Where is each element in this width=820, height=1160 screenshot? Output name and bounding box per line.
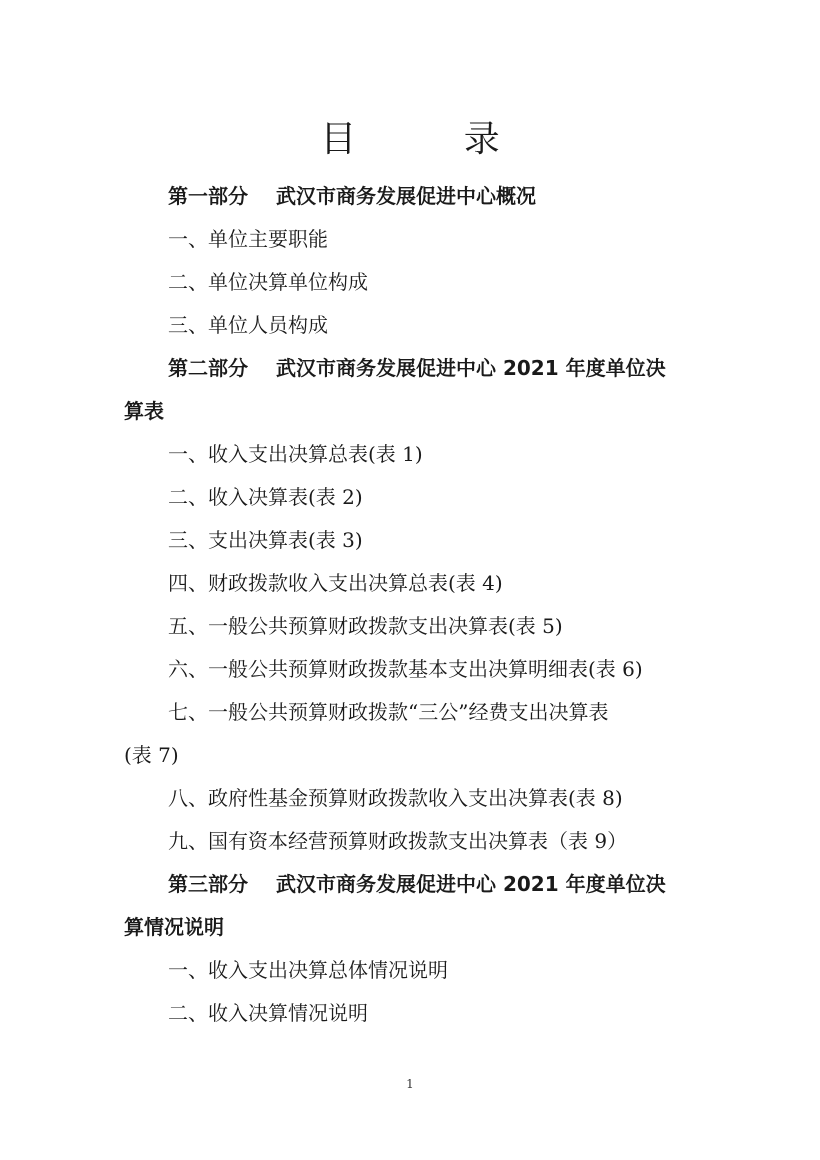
page-number: 1 (406, 1077, 414, 1091)
part-1-title: 武汉市商务发展促进中心概况 (276, 184, 536, 208)
part-3-title-continued: 算情况说明 (124, 915, 224, 939)
page-title: 目 录 (320, 119, 548, 160)
toc-item-2-1: 一、收入支出决算总表(表 1) (168, 442, 423, 466)
part-3-title: 武汉市商务发展促进中心 2021 年度单位决 (276, 872, 666, 896)
part-2-title-continued: 算表 (124, 399, 164, 423)
toc-item-2-9: 九、国有资本经营预算财政拨款支出决算表（表 9） (168, 829, 628, 853)
part-1-label: 第一部分 (168, 184, 248, 208)
part-1-heading (168, 182, 536, 210)
toc-item-1-1: 一、单位主要职能 (168, 227, 328, 251)
toc-item-2-3: 三、支出决算表(表 3) (168, 528, 363, 552)
toc-item-2-5: 五、一般公共预算财政拨款支出决算表(表 5) (168, 614, 563, 638)
toc-item-2-6: 六、一般公共预算财政拨款基本支出决算明细表(表 6) (168, 657, 643, 681)
toc-item-2-7-continued: (表 7) (124, 743, 179, 767)
part-2-label: 第二部分 (168, 356, 248, 380)
toc-item-1-2: 二、单位决算单位构成 (168, 270, 368, 294)
toc-item-2-8: 八、政府性基金预算财政拨款收入支出决算表(表 8) (168, 786, 623, 810)
toc-item-2-4: 四、财政拨款收入支出决算总表(表 4) (168, 571, 503, 595)
part-2-heading (168, 354, 666, 382)
toc-item-1-3: 三、单位人员构成 (168, 313, 328, 337)
part-2-title: 武汉市商务发展促进中心 2021 年度单位决 (276, 356, 666, 380)
toc-item-3-1: 一、收入支出决算总体情况说明 (168, 958, 448, 982)
toc-item-2-2: 二、收入决算表(表 2) (168, 485, 363, 509)
toc-item-3-2: 二、收入决算情况说明 (168, 1001, 368, 1025)
part-3-heading (168, 870, 666, 898)
toc-item-2-7: 七、一般公共预算财政拨款“三公”经费支出决算表 (168, 700, 609, 724)
part-3-label: 第三部分 (168, 872, 248, 896)
